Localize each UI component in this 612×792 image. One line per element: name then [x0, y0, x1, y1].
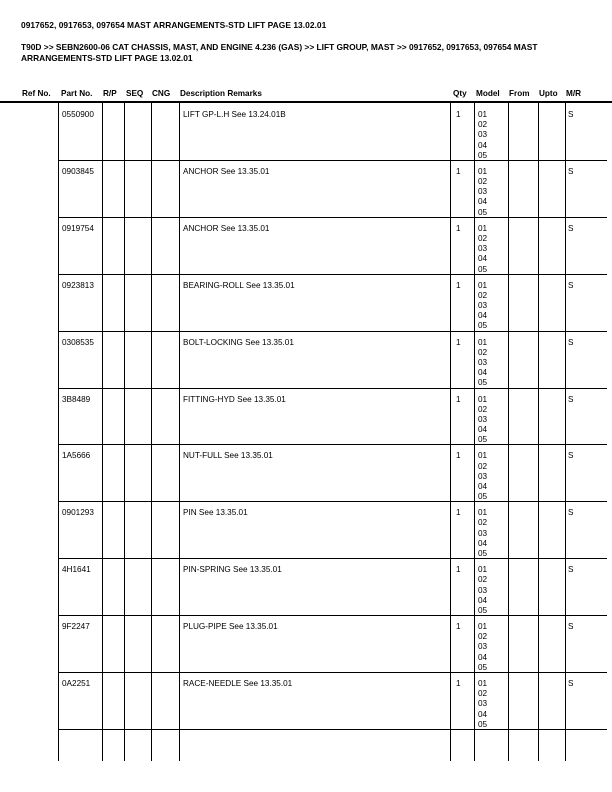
column-header-qty: Qty [453, 89, 467, 98]
column-divider [179, 103, 180, 761]
description: ANCHOR See 13.35.01 [183, 166, 270, 176]
model-code: 03 [478, 244, 488, 254]
column-header-description: Description Remarks [180, 89, 262, 98]
model-code: 04 [478, 368, 488, 378]
model-code: 01 [478, 451, 488, 461]
part-number: 0550900 [62, 110, 94, 119]
model-code: 02 [478, 290, 488, 300]
model-code: 02 [478, 518, 488, 528]
model-code: 01 [478, 110, 488, 119]
part-number: 0A2251 [62, 679, 91, 688]
model-code: 03 [478, 699, 488, 709]
quantity: 1 [456, 622, 461, 632]
quantity: 1 [456, 110, 461, 119]
model-code: 02 [478, 177, 488, 187]
model-code: 02 [478, 632, 488, 642]
column-divider [474, 103, 475, 761]
mr-value: S [568, 223, 574, 233]
column-divider [102, 103, 103, 761]
row-divider [58, 501, 607, 502]
part-number: 0901293 [62, 508, 94, 518]
model-code: 05 [478, 264, 488, 274]
model-code: 04 [478, 140, 488, 150]
quantity: 1 [456, 565, 461, 575]
model-code: 05 [478, 605, 488, 615]
description: BOLT-LOCKING See 13.35.01 [183, 337, 294, 347]
page-title: 0917652, 0917653, 097654 MAST ARRANGEMENTS-STD LIFT PAGE 13.02.01 [21, 20, 327, 30]
row-divider [58, 160, 607, 161]
model-list [478, 451, 487, 502]
mr-value: S [568, 280, 574, 290]
column-header-ref-no: Ref No. [22, 89, 51, 98]
description: LIFT GP-L.H See 13.24.01B [183, 110, 286, 119]
model-code: 04 [478, 595, 488, 605]
column-header-part-no: Part No. [61, 89, 93, 98]
row-divider [58, 558, 607, 559]
model-list [478, 395, 487, 446]
column-header-model: Model [476, 89, 500, 98]
row-divider [58, 444, 607, 445]
mr-value: S [568, 337, 574, 347]
model-code: 05 [478, 207, 488, 217]
model-code: 05 [478, 492, 488, 502]
model-code: 01 [478, 166, 488, 176]
quantity: 1 [456, 223, 461, 233]
description: PIN-SPRING See 13.35.01 [183, 565, 282, 575]
quantity: 1 [456, 679, 461, 688]
model-code: 04 [478, 254, 488, 264]
model-list [478, 679, 487, 730]
column-header-rp: R/P [103, 89, 117, 98]
model-code: 03 [478, 471, 488, 481]
part-number: 9F2247 [62, 622, 90, 632]
model-code: 04 [478, 197, 488, 207]
model-code: 04 [478, 425, 488, 435]
model-code: 01 [478, 622, 488, 632]
quantity: 1 [456, 394, 461, 404]
column-divider [538, 103, 539, 761]
model-list [478, 110, 487, 161]
model-code: 03 [478, 130, 488, 140]
quantity: 1 [456, 280, 461, 290]
model-code: 04 [478, 652, 488, 662]
part-number: 0308535 [62, 337, 94, 347]
mr-value: S [568, 394, 574, 404]
model-list [478, 565, 487, 616]
description: BEARING-ROLL See 13.35.01 [183, 280, 295, 290]
row-divider [58, 729, 607, 730]
quantity: 1 [456, 508, 461, 518]
column-header-from: From [509, 89, 530, 98]
model-code: 01 [478, 280, 488, 290]
column-divider [450, 103, 451, 761]
part-number: 0919754 [62, 223, 94, 233]
column-divider [151, 103, 152, 761]
quantity: 1 [456, 166, 461, 176]
model-code: 01 [478, 223, 488, 233]
description: RACE-NEEDLE See 13.35.01 [183, 679, 293, 688]
model-code: 01 [478, 565, 488, 575]
description: NUT-FULL See 13.35.01 [183, 451, 273, 461]
mr-value: S [568, 679, 574, 688]
model-code: 01 [478, 337, 488, 347]
model-code: 02 [478, 233, 488, 243]
description: ANCHOR See 13.35.01 [183, 223, 270, 233]
mr-value: S [568, 508, 574, 518]
column-divider [508, 103, 509, 761]
column-header-upto: Upto [539, 89, 558, 98]
description: PIN See 13.35.01 [183, 508, 248, 518]
model-code: 01 [478, 394, 488, 404]
model-code: 05 [478, 378, 488, 388]
column-divider [565, 103, 566, 761]
model-list [478, 338, 487, 389]
model-code: 02 [478, 120, 488, 130]
header-divider [0, 101, 612, 103]
model-code: 05 [478, 719, 488, 729]
model-code: 03 [478, 301, 488, 311]
model-code: 04 [478, 709, 488, 719]
model-code: 05 [478, 549, 488, 559]
model-code: 05 [478, 435, 488, 445]
model-code: 03 [478, 187, 488, 197]
model-code: 04 [478, 481, 488, 491]
model-code: 02 [478, 575, 488, 585]
model-code: 02 [478, 404, 488, 414]
model-code: 02 [478, 461, 488, 471]
model-code: 03 [478, 357, 488, 367]
breadcrumb: T90D >> SEBN2600-06 CAT CHASSIS, MAST, AND ENGINE 4.236 (GAS) >> LIFT GROUP, MAST >> 0917652, 0917653, 097654 MAST ARRANGEMENTS-STD LIFT PAGE 13.02.01 [21, 42, 538, 63]
mr-value: S [568, 622, 574, 632]
quantity: 1 [456, 337, 461, 347]
model-code: 04 [478, 538, 488, 548]
column-header-mr: M/R [566, 89, 582, 98]
model-list [478, 508, 487, 559]
row-divider [58, 217, 607, 218]
model-code: 05 [478, 662, 488, 672]
model-code: 05 [478, 321, 488, 331]
column-divider [124, 103, 125, 761]
model-code: 01 [478, 508, 488, 518]
mr-value: S [568, 166, 574, 176]
mr-value: S [568, 451, 574, 461]
model-code: 03 [478, 642, 488, 652]
model-code: 04 [478, 311, 488, 321]
model-list [478, 167, 487, 218]
model-code: 02 [478, 689, 488, 699]
model-code: 01 [478, 679, 488, 688]
model-code: 02 [478, 347, 488, 357]
row-divider [58, 331, 607, 332]
mr-value: S [568, 565, 574, 575]
column-header-seq: SEQ [126, 89, 144, 98]
description: FITTING-HYD See 13.35.01 [183, 394, 286, 404]
mr-value: S [568, 110, 574, 119]
model-list [478, 224, 487, 275]
row-divider [58, 388, 607, 389]
model-code: 03 [478, 528, 488, 538]
description: PLUG-PIPE See 13.35.01 [183, 622, 278, 632]
model-code: 05 [478, 150, 488, 160]
part-number: 3B8489 [62, 394, 91, 404]
part-number: 4H1641 [62, 565, 91, 575]
model-list [478, 281, 487, 332]
part-number: 1A5666 [62, 451, 91, 461]
column-header-cng: CNG [152, 89, 171, 98]
part-number: 0923813 [62, 280, 94, 290]
model-code: 03 [478, 585, 488, 595]
quantity: 1 [456, 451, 461, 461]
row-divider [58, 274, 607, 275]
row-divider [58, 615, 607, 616]
column-divider [58, 103, 59, 761]
model-code: 03 [478, 414, 488, 424]
part-number: 0903845 [62, 166, 94, 176]
row-divider [58, 672, 607, 673]
model-list [478, 622, 487, 673]
